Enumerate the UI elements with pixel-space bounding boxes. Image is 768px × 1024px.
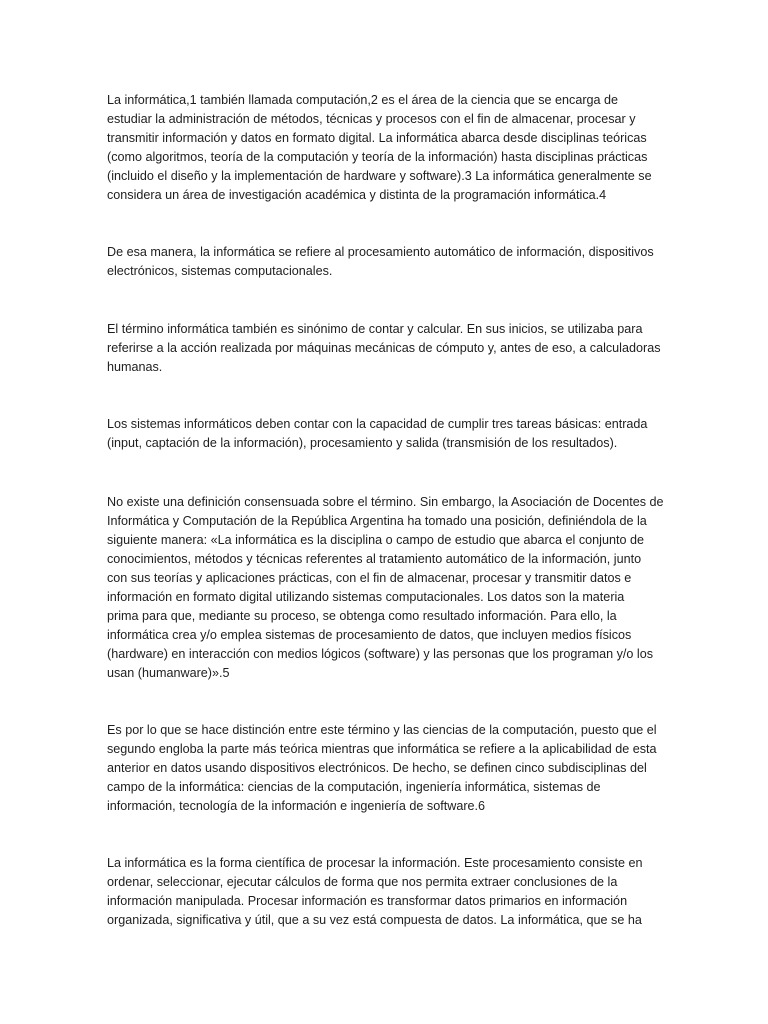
text-line: referirse a la acción realizada por máquinas mecánicas de cómputo y, antes de eso, a calculadoras [107, 341, 661, 355]
text-line: La informática,1 también llamada computación,2 es el área de la ciencia que se encarga de [107, 93, 619, 107]
text-line: (hardware) en interacción con medios lógicos (software) y las personas que los programan y/o los [107, 647, 653, 661]
text-line: campo de la informática: ciencias de la computación, ingeniería informática, sistemas de [107, 780, 601, 794]
text-line: anterior en datos usando dispositivos electrónicos. De hecho, se definen cinco subdisciplinas del [107, 761, 647, 775]
text-line: Es por lo que se hace distinción entre este término y las ciencias de la computación, puesto que el [107, 723, 657, 737]
paragraph-consensus-definition [107, 493, 663, 683]
text-line: conocimientos, métodos y técnicas referentes al tratamiento automático de la información, junto [107, 552, 642, 566]
text-line: humanas. [107, 360, 163, 374]
text-line: considera un área de investigación académica y distinta de la programación informática.4 [107, 188, 607, 202]
text-line: prima para que, mediante su proceso, se obtenga como resultado información. Para ello, la [107, 609, 617, 623]
text-line: estudiar la administración de métodos, técnicas y procesos con el fin de almacenar, procesar y [107, 112, 636, 126]
paragraph-scientific-processing [107, 854, 663, 930]
text-line: De esa manera, la informática se refiere al procesamiento automático de información, dispositivos [107, 245, 654, 259]
text-line: siguiente manera: «La informática es la disciplina o campo de estudio que abarca el conjunto de [107, 533, 644, 547]
text-line: usan (humanware)».5 [107, 666, 230, 680]
text-line: ordenar, seleccionar, ejecutar cálculos de forma que nos permita extraer conclusiones de la [107, 875, 618, 889]
paragraph-definition [107, 91, 663, 205]
text-line: (como algoritmos, teoría de la computación y teoría de la información) hasta disciplinas prácticas [107, 150, 648, 164]
paragraph-term-meaning [107, 320, 663, 377]
text-line: electrónicos, sistemas computacionales. [107, 264, 333, 278]
text-line: información manipulada. Procesar información es transformar datos primarios en información [107, 894, 628, 908]
text-line: organizada, significativa y útil, que a su vez está compuesta de datos. La informática, que se ha [107, 913, 642, 927]
paragraph-basic-tasks [107, 415, 663, 453]
paragraph-automatic-processing [107, 243, 663, 281]
text-line: El término informática también es sinónimo de contar y calcular. En sus inicios, se utilizaba para [107, 322, 643, 336]
text-line: informática crea y/o emplea sistemas de procesamiento de datos, que incluyen medios físicos [107, 628, 632, 642]
text-line: información en formato digital utilizando sistemas computacionales. Los datos son la materia [107, 590, 625, 604]
text-line: (input, captación de la información), procesamiento y salida (transmisión de los resultados). [107, 436, 618, 450]
text-line: No existe una definición consensuada sobre el término. Sin embargo, la Asociación de Docentes de [107, 495, 664, 509]
text-line: información, tecnología de la información e ingeniería de software.6 [107, 799, 486, 813]
text-line: La informática es la forma científica de procesar la información. Este procesamiento consiste en [107, 856, 643, 870]
text-line: (incluido el diseño y la implementación de hardware y software).3 La informática generalmente se [107, 169, 652, 183]
text-line: Los sistemas informáticos deben contar con la capacidad de cumplir tres tareas básicas: entrada [107, 417, 648, 431]
text-line: Informática y Computación de la República Argentina ha tomado una posición, definiéndola de la [107, 514, 647, 528]
text-line: segundo engloba la parte más teórica mientras que informática se refiere a la aplicabilidad de esta [107, 742, 657, 756]
text-line: transmitir información y datos en formato digital. La informática abarca desde disciplinas teóricas [107, 131, 647, 145]
paragraph-distinction [107, 721, 663, 816]
text-line: con sus teorías y aplicaciones prácticas, con el fin de almacenar, procesar y transmitir datos e [107, 571, 632, 585]
